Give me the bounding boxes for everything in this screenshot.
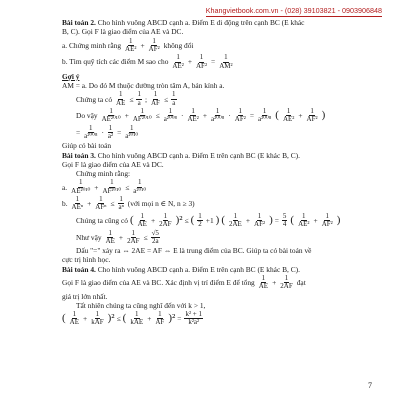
problem-3-equality: Dấu "=" xảy ra ⇔ 2AE = AF ⇔ E là trung điểm của BC. Giúp ta có bài toán về <box>76 246 312 256</box>
problem-2-line-2: B, C). Gọi F là giao điểm của AE và DC. <box>62 27 184 37</box>
problem-3a: a. 1 AE²⁰¹⁰ + 1 AF²⁰¹⁰ ≤ 1 a²⁰¹⁰ <box>62 178 147 195</box>
problem-3-eq-2: Như vậy 1 AE + 1 2AF ≤ √5 2a <box>76 228 159 245</box>
problem-2-line-1: Bài toán 2. Cho hình vuông ABCD cạnh a. Điểm E di động trên cạnh BC (E khác <box>62 18 305 27</box>
page-number: 7 <box>368 381 372 390</box>
hint-eq-1: Chứng ta có 1 AE ≤ 1 a ; 1 AF ≤ 1 a <box>76 90 176 107</box>
problem-3-prove: Chứng minh rằng: <box>76 169 131 179</box>
hint-title: Gợi ý <box>62 71 80 81</box>
problem-4-note: Tất nhiên chúng ta cũng nghĩ đến với k > 1, <box>76 300 206 310</box>
hint-line: AM = a. Do đó M thuộc đường tròn tâm A, bán kính a. <box>62 81 225 91</box>
page-content <box>62 18 370 328</box>
problem-3-line-1: Bài toán 3. Cho hình vuông ABCD cạnh a. Điểm E trên cạnh BC (E khác B, C). <box>62 150 300 160</box>
hint-eq-2: Do vậy 1 AE²⁰¹⁰ + 1 AF²⁰¹⁰ ≤ 1 a²⁰⁰⁸ · 1 AE² + 1 a²⁰⁰⁸ · 1 AF² = 1 a²⁰⁰⁸ ( 1 AE² + 1 AF² ) <box>76 107 326 124</box>
problem-3b: b. 1 AEⁿ + 1 AFⁿ ≤ 1 aⁿ (với mọi n ∈ N, n ≥ 3) <box>62 195 195 212</box>
problem-3-line-2: Gọi F là giao điểm của AE và DC. <box>62 159 164 169</box>
problem-4-line-1: Bài toán 4. Cho hình vuông ABCD cạnh a. Điểm E trên cạnh BC (E khác B, C). <box>62 264 300 274</box>
problem-2b: b. Tìm quỹ tích các điểm M sao cho 1 AE² + 1 AF² = 1 AM² <box>62 53 233 70</box>
problem-4-eq: ( 1 AE + 1 kAF )² ≤ ( 1 kAE + 1 AF )² = k² + 1 k²a² <box>62 310 202 327</box>
hint-end: Giúp có bài toán <box>62 141 112 151</box>
problem-4-line-3: giá trị lớn nhất. <box>62 291 108 301</box>
page-header: Khangvietbook.com.vn - (028) 39103821 - 0903906848 <box>205 6 382 15</box>
problem-4-line-2: Gọi F là giao điểm của AE và BC. Xác định vị trí điểm E để tổng 1 AE + 1 2AF đạt <box>62 273 306 291</box>
problem-2a: a. Chứng minh rằng 1 AE² + 1 AF² không đổi <box>62 36 194 53</box>
hint-eq-3: = 1 a²⁰⁰⁸ · 1 a² = 1 a²⁰¹⁰ <box>76 123 139 141</box>
problem-3-eq-1: Chúng ta cũng có ( 1 AE + 1 2AF )² ≤ ( 1 2 +1 ) ( 1 2AE + 1 AF² ) = 5 4 ( 1 AE² + 1 AF² ) <box>76 211 341 229</box>
problem-3-end: cực trị hình học. <box>62 255 111 265</box>
